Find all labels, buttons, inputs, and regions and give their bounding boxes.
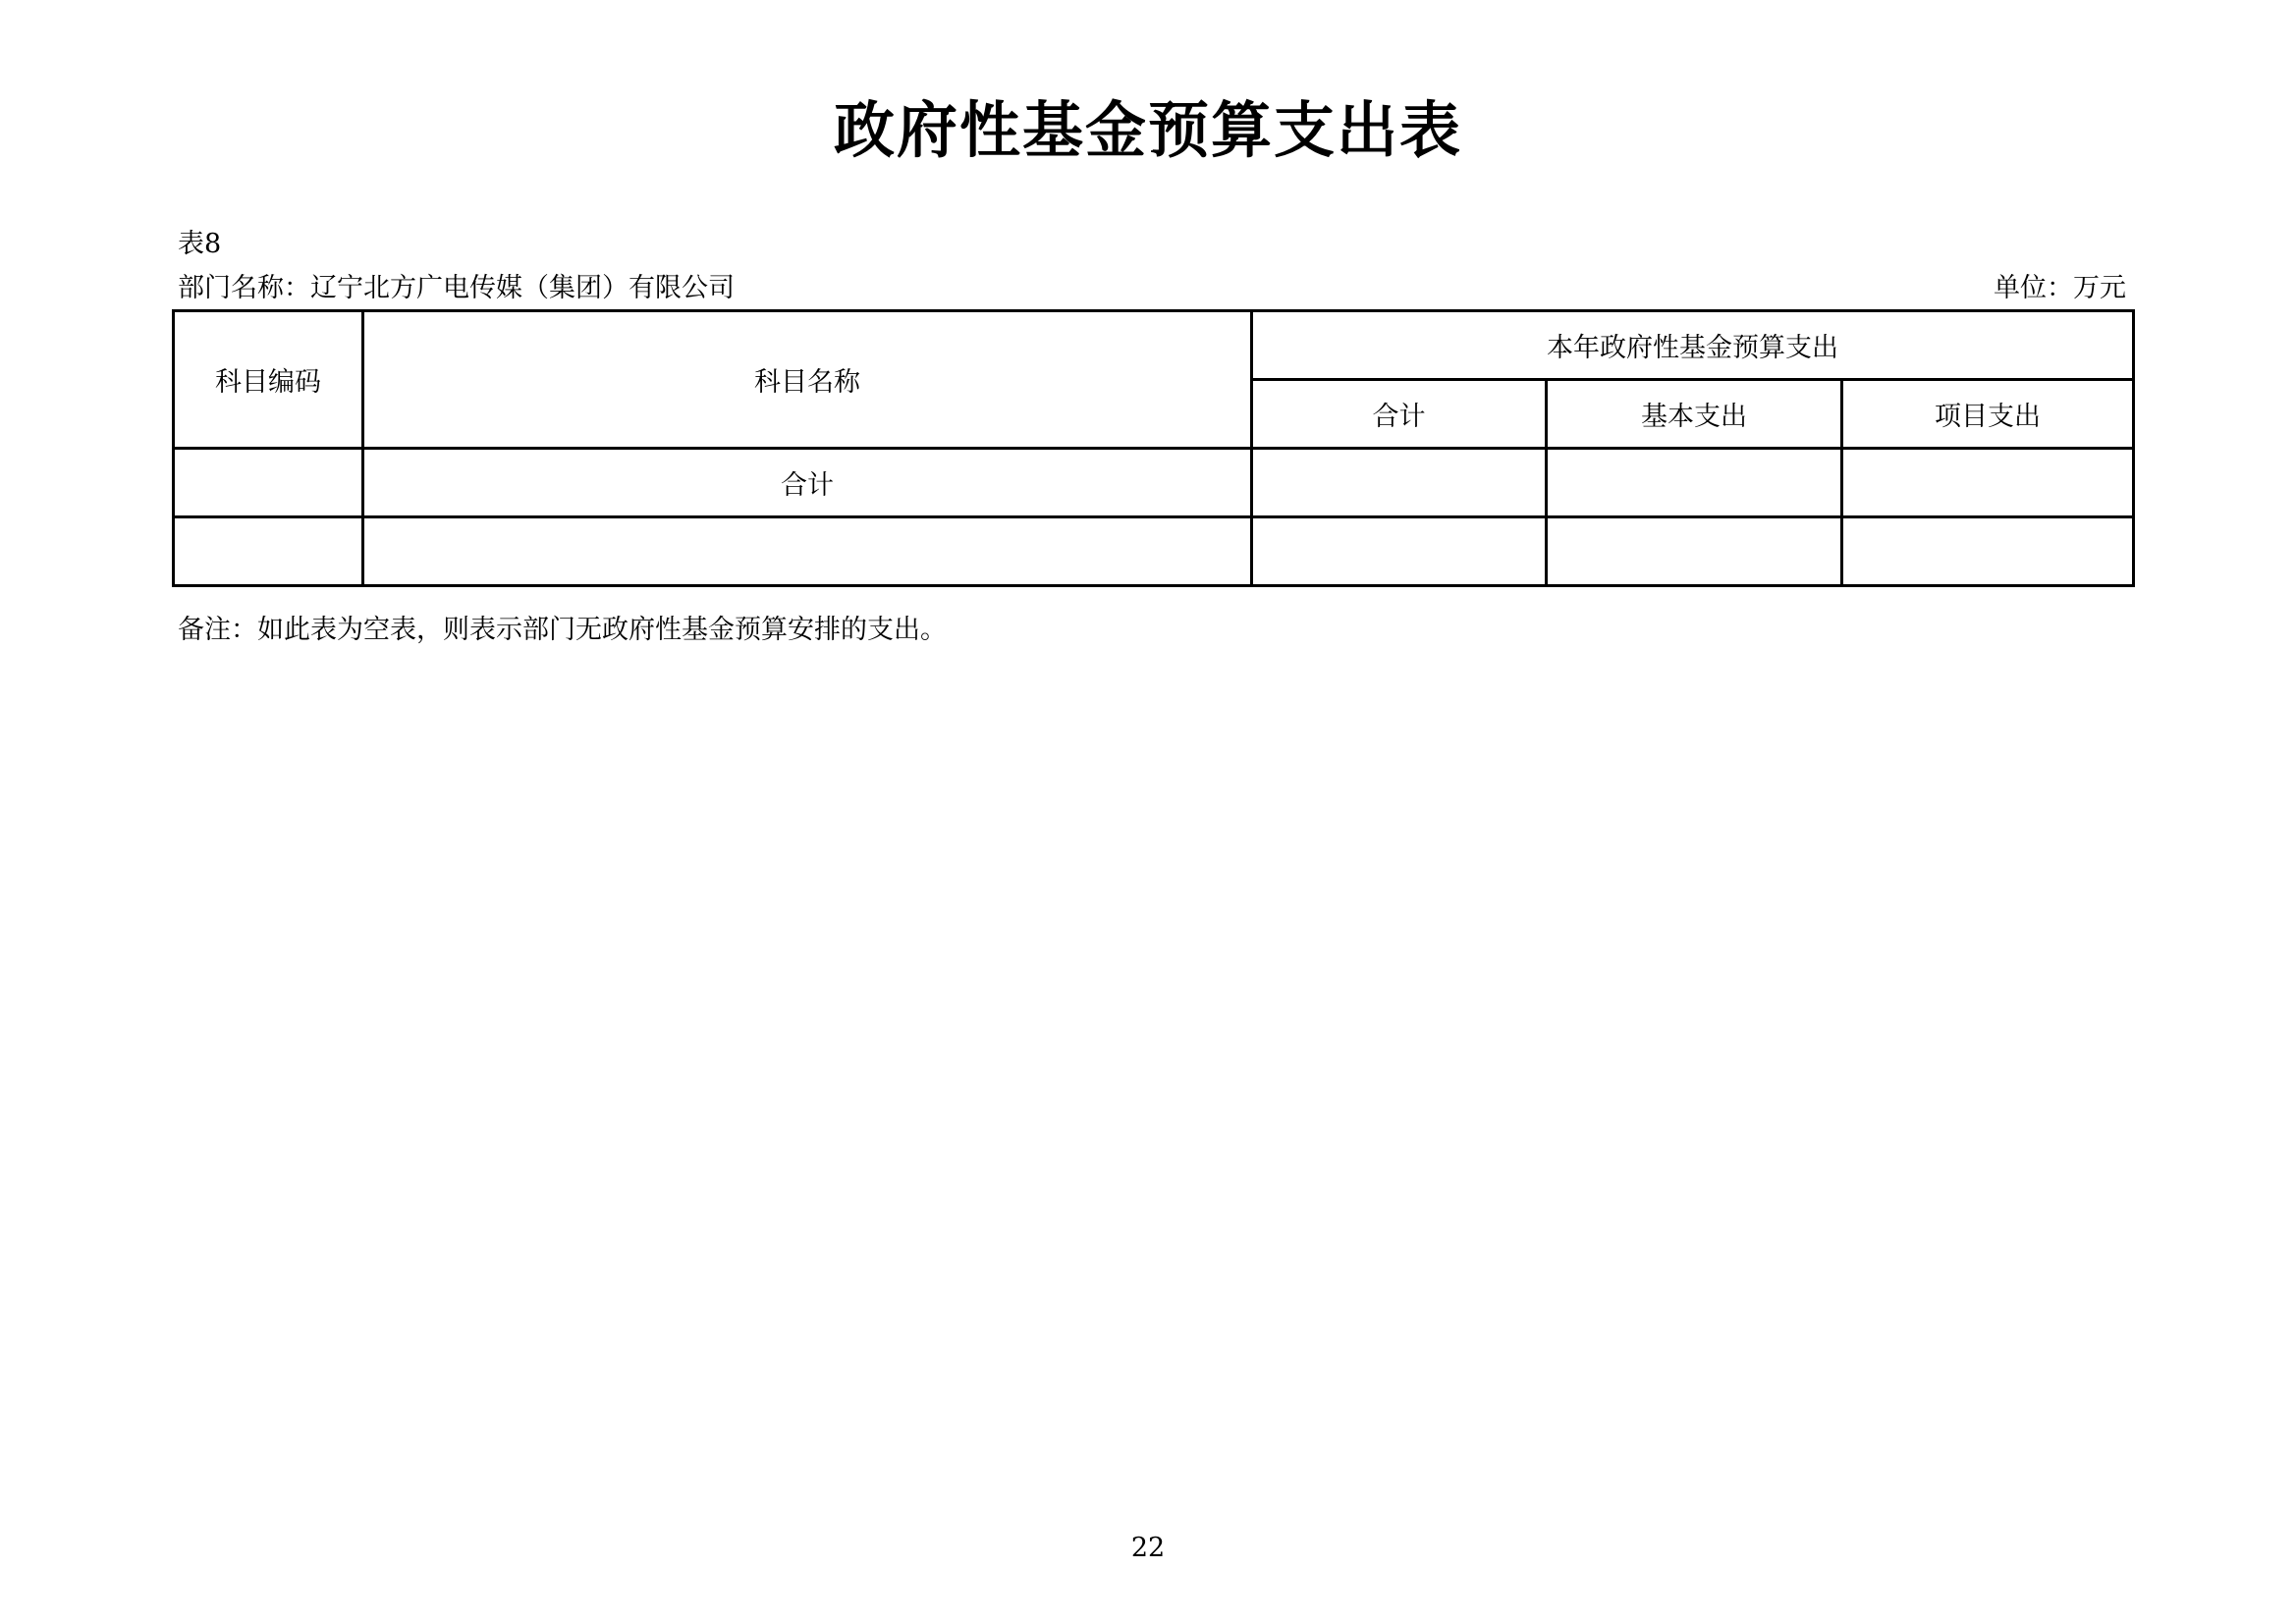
department-name: 部门名称：辽宁北方广电传媒（集团）有限公司 xyxy=(178,273,735,303)
budget-table xyxy=(172,309,2135,587)
header-name: 科目名称 xyxy=(363,311,1252,449)
header-basic: 基本支出 xyxy=(1547,380,1842,449)
footnote: 备注：如此表为空表，则表示部门无政府性基金预算安排的支出。 xyxy=(178,615,947,645)
row-total-cell xyxy=(1252,517,1547,586)
row-name-cell: 合计 xyxy=(363,449,1252,517)
table-row xyxy=(174,449,2134,517)
unit-label: 单位：万元 xyxy=(1994,273,2126,303)
table-number: 表8 xyxy=(178,229,222,259)
page-number: 22 xyxy=(1130,1533,1166,1563)
header-project: 项目支出 xyxy=(1842,380,2134,449)
row-project-cell xyxy=(1842,517,2134,586)
header-code: 科目编码 xyxy=(174,311,363,449)
header-row xyxy=(174,311,2134,380)
row-code-cell xyxy=(174,449,363,517)
row-name-cell xyxy=(363,517,1252,586)
row-basic-cell xyxy=(1547,449,1842,517)
row-basic-cell xyxy=(1547,517,1842,586)
table-row xyxy=(174,517,2134,586)
row-project-cell xyxy=(1842,449,2134,517)
header-group: 本年政府性基金预算支出 xyxy=(1252,311,2134,380)
row-code-cell xyxy=(174,517,363,586)
row-total-cell xyxy=(1252,449,1547,517)
page-title: 政府性基金预算支出表 xyxy=(833,94,1462,166)
header-total: 合计 xyxy=(1252,380,1547,449)
